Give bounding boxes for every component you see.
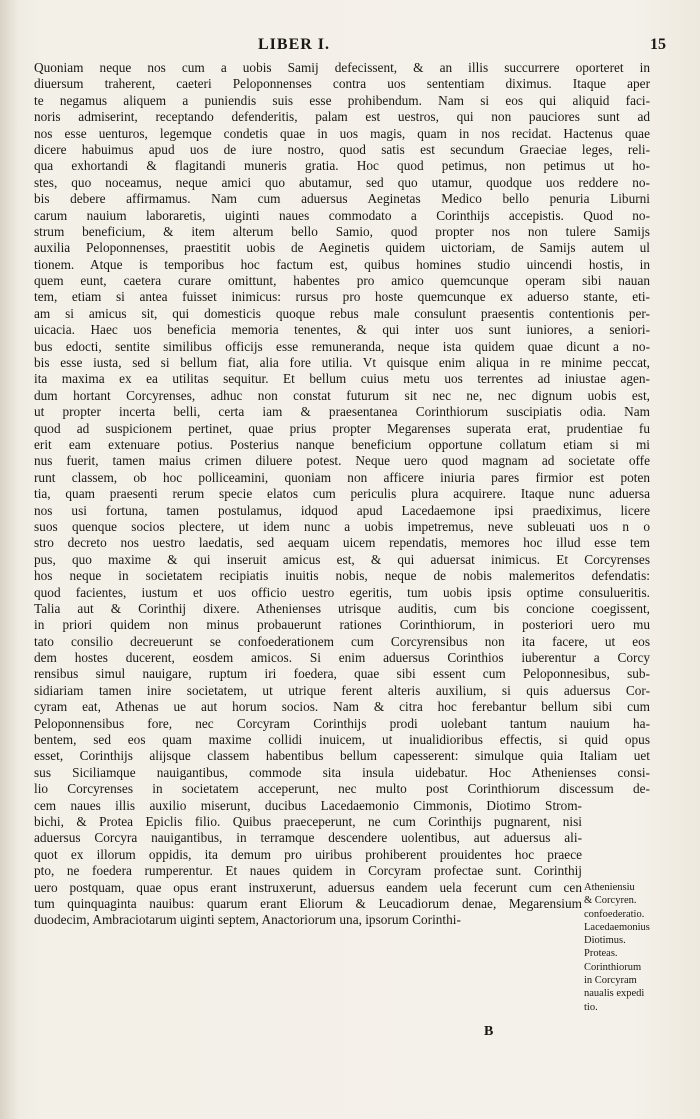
text-line: pus, quo maxime & qui inseruit amicus est, & qui aduersat inimicus. Et Corcyrenses bbox=[34, 551, 650, 567]
text-line: auxilia Peloponnenses, praestitit uobis de Aeginetis quidem uictoriam, de Samijs autem ul bbox=[34, 240, 650, 256]
text-line: dem hostes ducerent, eosdem amicos. Si enim aduersus Corinthios iuberentur a Corcy bbox=[34, 650, 650, 666]
text-line: stes, quo noceamus, neque amici quo abutamur, sed quo utamur, quodque uos reddere no- bbox=[34, 174, 650, 190]
text-line: tum quinquaginta nauibus: quarum erant Eliorum & Leucadiorum denae, Megarensium bbox=[34, 895, 582, 911]
text-line: dum hortant Corcyrenses, adhuc non constat futurum sit nec ne, nec dignum uobis est, bbox=[34, 387, 650, 403]
page-gutter-shadow bbox=[0, 0, 18, 1119]
text-line: tia, quam praesenti rerum specie elatos cum periculis plura acquirere. Itaque nunc aduersa bbox=[34, 486, 650, 502]
text-line: tato consilio decreuerunt se confoederationem cum Corcyrensibus non ita facere, ut eos bbox=[34, 633, 650, 649]
text-line: bis debere affirmamus. Nam cum aduersus Aeginetas Medico bello penuria Liburni bbox=[34, 191, 650, 207]
text-line: uicacia. Haec uos beneficia memoria tenentes, & qui inter uos sunt iuniores, a seniori- bbox=[34, 322, 650, 338]
marginal-note: in Corcyram bbox=[584, 975, 637, 987]
marginal-note: & Corcyren. bbox=[584, 895, 637, 907]
text-line: quem eunt, caetera curare omittunt, habentes pro amico quemcunque operam sibi nauan bbox=[34, 273, 650, 289]
text-line: strum beneficium, & item alterum bello Samio, quod propter nos non tulere Samijs bbox=[34, 223, 650, 239]
text-line: in priori quidem non minus probauerunt rationes Corinthiorum, in posteriori uero mu bbox=[34, 617, 650, 633]
marginal-note: Lacedaemonius bbox=[584, 921, 650, 933]
marginal-note: Diotimus. bbox=[584, 935, 626, 947]
text-line: esset, Corinthijs alijsque classem habentibus bellum capesserent: simulque quia Italiam uet bbox=[34, 748, 650, 764]
text-line: bis esse iusta, sed si bellum fiat, alia fore utilia. Vt quisque enim aliqua in re minime peccat, bbox=[34, 355, 650, 371]
text-line: diuersum traherent, caeteri Peloponnenses contra uos sententiam diximus. Itaque aper bbox=[34, 76, 650, 92]
text-line: rensibus simul nauigare, ruptum iri foedera, quae sibi essent cum Peloponnesibus, sub- bbox=[34, 666, 650, 682]
text-line: quod ad suspicionem pertinet, quae prius propter Megarenses superata erat, prudentiae fu bbox=[34, 420, 650, 436]
marginal-note: naualis expedi bbox=[584, 988, 645, 1000]
text-line: carum nauium laboraretis, uiginti naues commodato a Corinthijs accepistis. Quod no- bbox=[34, 207, 650, 223]
text-line: am si amicus sit, qui domesticis quoque rebus male consulunt praesentis contentionis per- bbox=[34, 305, 650, 321]
text-line: quod facientes, iustum et uos officio uestro egeritis, tum uobis ipsis optime consulueritis. bbox=[34, 584, 650, 600]
text-line: quot ex illorum oppidis, ita demum pro uiribus prohiberent prouidentes hoc praece bbox=[34, 846, 582, 862]
text-line: cyram eat, Athenas ue aut horum socios. Nam & citra hoc ferebantur bellum sibi cum bbox=[34, 699, 650, 715]
text-line: cem naues illis auxilio miserunt, ducibus Lacedaemonio Cimmonis, Diotimo Strom- bbox=[34, 797, 582, 813]
text-line: dicere habuimus apud uos de iure nostro, quod satis est secundum Graeciae leges, reli- bbox=[34, 141, 650, 157]
text-line: ita maxima ex ea utilitas sequitur. Et bellum cuius metu uos terrentes ad iniustae agen- bbox=[34, 371, 650, 387]
text-line: bentem, sed eos quam maxime collidi inuicem, ut inualidioribus effectis, si quid opus bbox=[34, 732, 650, 748]
text-line: pto, ne foedera rumperentur. Et naues quidem in Corcyram profectae sunt. Corinthij bbox=[34, 863, 582, 879]
text-line: tionem. Atque is temporibus hoc factum est, quibus homines studio uincendi hostis, in bbox=[34, 256, 650, 272]
text-line: erit eam extenuare potius. Posterius nanque beneficium opportune collatum etiam si mi bbox=[34, 436, 650, 452]
body-text bbox=[34, 60, 650, 929]
text-line: nos esse uenturos, legemque condetis quae in uos magis, quam in nos recidat. Hactenus quae bbox=[34, 125, 650, 141]
text-line: te negamus aliquem a puniendis suis esse prohibendum. Nam si eos qui aliquid faci- bbox=[34, 92, 650, 108]
signature-mark: B bbox=[484, 1024, 494, 1039]
page-header bbox=[0, 36, 700, 58]
text-line: stro decreto nos uestro laedatis, sed aequam uicem rependatis, memores hoc illud esse tem bbox=[34, 535, 650, 551]
marginal-notes bbox=[584, 881, 696, 1014]
text-line: lio Corcyrenses in societatem acceperunt, nec multo post Corinthiorum discessum de- bbox=[34, 781, 650, 797]
text-line: nus fuerit, tamen maius crimen diluere potest. Neque uero quod magnam ad societate offe bbox=[34, 453, 650, 469]
text-line: Quoniam neque nos cum a uobis Samij defecissent, & an illis succurrere oporteret in bbox=[34, 60, 650, 75]
marginal-note: confoederatio. bbox=[584, 908, 645, 920]
text-line: sidiariam tamen inire societatem, ut utrique ferent alteris auxilium, si quis aduersus Cor- bbox=[34, 682, 650, 698]
text-line: noris admiserint, receptando defenderitis, palam est uestros, qui non pauciores sunt ad bbox=[34, 109, 650, 125]
text-line: hos neque in societatem recipiatis inuitis nobis, neque de nobis malemeritos defendatis: bbox=[34, 568, 650, 584]
text-line: uero postquam, quae opus erant instruxerunt, aduersus eandem uela fecerunt cum cen bbox=[34, 879, 582, 895]
marginal-note: Corinthiorum bbox=[584, 961, 642, 973]
running-head: LIBER I. bbox=[258, 36, 331, 53]
text-line: qua exhortandi & flagitandi muneris gratia. Hoc quod petimus, non petimus ut ho- bbox=[34, 158, 650, 174]
page-number: 15 bbox=[650, 36, 666, 53]
marginal-note: tio. bbox=[584, 1001, 598, 1013]
text-line: bichi, & Protea Epiclis filio. Quibus praeceperunt, ne cum Corinthijs pugnarent, nisi bbox=[34, 813, 582, 829]
text-line: suos quenque socios plectere, ut idem nunc a uobis impetremus, neve subleuati uos n o bbox=[34, 518, 650, 534]
text-line: sus Siciliamque nauigantibus, commode sita insula uidebatur. Hoc Athenienses consi- bbox=[34, 764, 650, 780]
text-line: Talia aut & Corinthij dixere. Athenienses utrisque auditis, cum bis concione coegissent, bbox=[34, 600, 650, 616]
text-line: bus edocti, sentite similibus officijs esse remuneranda, neque ista quidem quae dicunt a no- bbox=[34, 338, 650, 354]
text-line: duodecim, Ambraciotarum uiginti septem, Anactoriorum una, ipsorum Corinthi- bbox=[34, 912, 461, 928]
text-line: Peloponnensibus fore, nec Corcyram Corinthijs prodi uolebant tantum nauium ha- bbox=[34, 715, 650, 731]
text-line: aduersus Corcyra nauigantibus, in terramque descendere uolentibus, aut aduersus ali- bbox=[34, 830, 582, 846]
text-line: ut propter incerta belli, certa iam & praesentanea Corinthiorum suscipiatis odia. Nam bbox=[34, 404, 650, 420]
text-line: runt classem, ob hoc polliceamini, quoniam non afficere iniuria pares firmior est poten bbox=[34, 469, 650, 485]
text-line: tem, etiam si antea fuisset inimicus: rursus pro hoste quemcunque ex aduerso stante, eti- bbox=[34, 289, 650, 305]
marginal-note: Proteas. bbox=[584, 948, 618, 960]
marginal-note: Atheniensiu bbox=[584, 882, 635, 893]
text-line: nos usi fortuna, tamen postulamus, idquod apud Lacedaemone ipsi praediximus, licere bbox=[34, 502, 650, 518]
